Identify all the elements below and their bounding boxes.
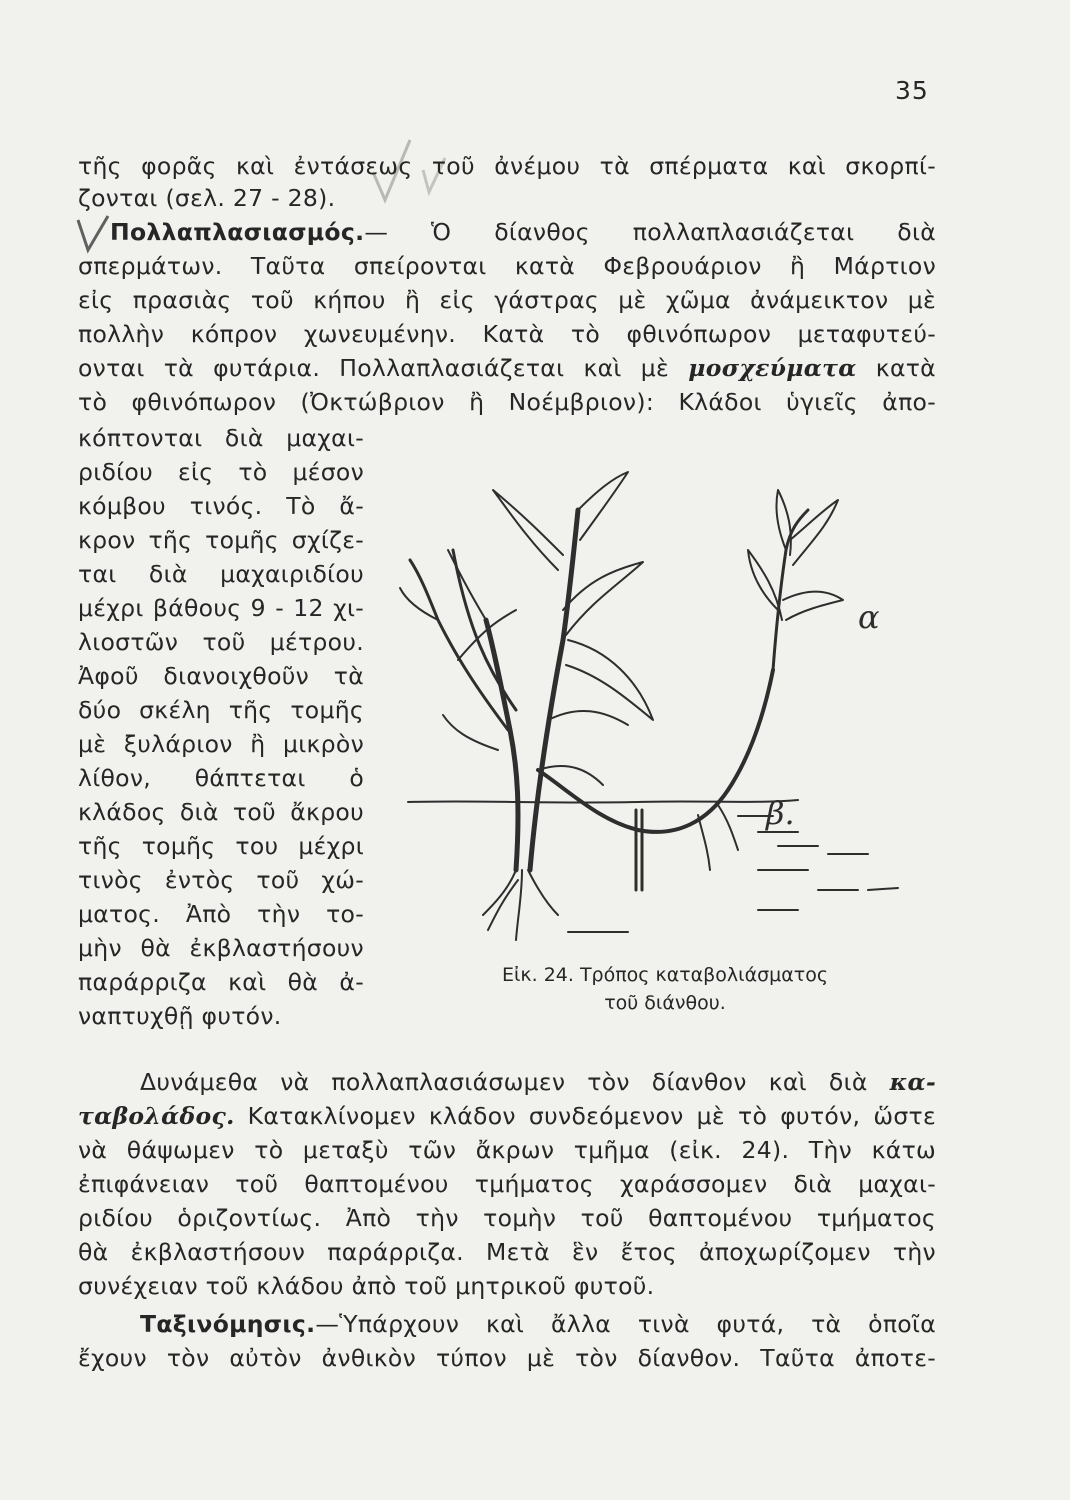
column-line: μὲ ξυλάριον ἢ μικρὸν <box>78 730 364 758</box>
figure-caption-line: Εἰκ. 24. Τρόπος καταβολιάσματος <box>501 964 828 986</box>
classification-heading: Ταξινόμησις. <box>140 1310 316 1338</box>
layering-illustration <box>398 470 918 960</box>
text-line: τὸ φθινόπωρον (Ὀκτώβριον ἢ Νοέμβριον): Κλάδοι ὑγιεῖς ἀπο- <box>78 388 936 416</box>
layering-term: ταβολάδος. <box>78 1102 235 1130</box>
text-line: ἐπιφάνειαν τοῦ θαπτομένου τμήματος χαράσσομεν διὰ μαχαι- <box>78 1170 936 1198</box>
text-span: — Ὁ δίανθος πολλαπλασιάζεται διὰ <box>364 218 936 246</box>
text-line <box>78 1100 936 1132</box>
text-line: ἔχουν τὸν αὐτὸν ἀνθικὸν τύπον μὲ τὸν δίανθον. Ταῦτα ἀποτε- <box>78 1344 936 1372</box>
text-line: νὰ θάψωμεν τὸ μεταξὺ τῶν ἄκρων τμῆμα (εἰκ. 24). Τὴν κάτω <box>78 1136 936 1164</box>
column-line: δύο σκέλη τῆς τομῆς <box>78 696 364 724</box>
text-line: σπερμάτων. Ταῦτα σπείρονται κατὰ Φεβρουάριον ἢ Μάρτιον <box>78 252 936 280</box>
text-span: κατὰ <box>875 354 936 382</box>
text-span: Δυνάμεθα νὰ πολλαπλασιάσωμεν τὸν δίανθον καὶ διὰ <box>140 1068 868 1096</box>
column-line: λιοστῶν τοῦ μέτρου. <box>78 628 364 656</box>
figure-label-a: α <box>858 598 880 636</box>
column-line: τινὸς ἐντὸς τοῦ χώ- <box>78 866 364 894</box>
column-line: κόμβου τινός. Τὸ ἄ- <box>78 492 364 520</box>
text-line: τῆς φορᾶς καὶ ἐντάσεως τοῦ ἀνέμου τὰ σπέρματα καὶ σκορπί- <box>78 152 936 180</box>
text-line <box>78 352 936 384</box>
column-line: ναπτυχθῇ φυτόν. <box>78 1002 282 1030</box>
text-span: —Ὑπάρχουν καὶ ἄλλα τινὰ φυτά, τὰ ὁποῖα <box>315 1310 936 1338</box>
figure-label-b: β. <box>766 794 795 832</box>
column-line: μὴν θὰ ἐκβλαστήσουν <box>78 934 364 962</box>
text-line: ριδίου ὁριζοντίως. Ἀπὸ τὴν τομὴν τοῦ θαπτομένου τμήματος <box>78 1204 936 1232</box>
column-line: μέχρι βάθους 9 - 12 χι- <box>78 594 364 622</box>
column-line: ριδίου εἰς τὸ μέσον <box>78 458 364 486</box>
figure-caption-line: τοῦ διάνθου. <box>604 992 726 1014</box>
classification-paragraph-first-line <box>140 1308 936 1340</box>
text-span: ονται τὰ φυτάρια. Πολλαπλασιάζεται καὶ μὲ <box>78 354 670 382</box>
text-line: θὰ ἐκβλαστήσουν παράρριζα. Μετὰ ἓν ἔτος ἀποχωρίζομεν τὴν <box>78 1238 936 1266</box>
column-line: ται διὰ μαχαιριδίου <box>78 560 364 588</box>
column-line: Ἀφοῦ διανοιχθοῦν τὰ <box>78 662 364 690</box>
column-line: κόπτονται διὰ μαχαι- <box>78 424 364 452</box>
propagation-paragraph-first-line <box>110 216 936 248</box>
page-number: 35 <box>895 76 929 105</box>
text-line: συνέχειαν τοῦ κλάδου ἀπὸ τοῦ μητρικοῦ φυτοῦ. <box>78 1272 655 1300</box>
layering-term: κα- <box>889 1068 936 1096</box>
column-line: κλάδος διὰ τοῦ ἄκρου <box>78 798 364 826</box>
text-line: ζονται (σελ. 27 - 28). <box>78 184 336 212</box>
column-line: ματος. Ἀπὸ τὴν το- <box>78 900 364 928</box>
text-line: εἰς πρασιὰς τοῦ κήπου ἢ εἰς γάστρας μὲ χῶμα ἀνάμεικτον μὲ <box>78 286 936 314</box>
cuttings-term: μοσχεύματα <box>688 354 857 382</box>
column-line: τῆς τομῆς του μέχρι <box>78 832 364 860</box>
text-line: πολλὴν κόπρον χωνευμένην. Κατὰ τὸ φθινόπωρον μεταφυτεύ- <box>78 320 936 348</box>
column-line: κρον τῆς τομῆς σχίζε- <box>78 526 364 554</box>
propagation-heading: Πολλαπλασιασμός. <box>110 218 365 246</box>
text-span: Κατακλίνομεν κλάδον συνδεόμενον μὲ τὸ φυτόν, ὥστε <box>247 1102 936 1130</box>
column-line: παράρριζα καὶ θὰ ἀ- <box>78 968 364 996</box>
column-line: λίθον, θάπτεται ὁ <box>78 764 364 792</box>
layering-paragraph-first-line <box>140 1066 936 1098</box>
